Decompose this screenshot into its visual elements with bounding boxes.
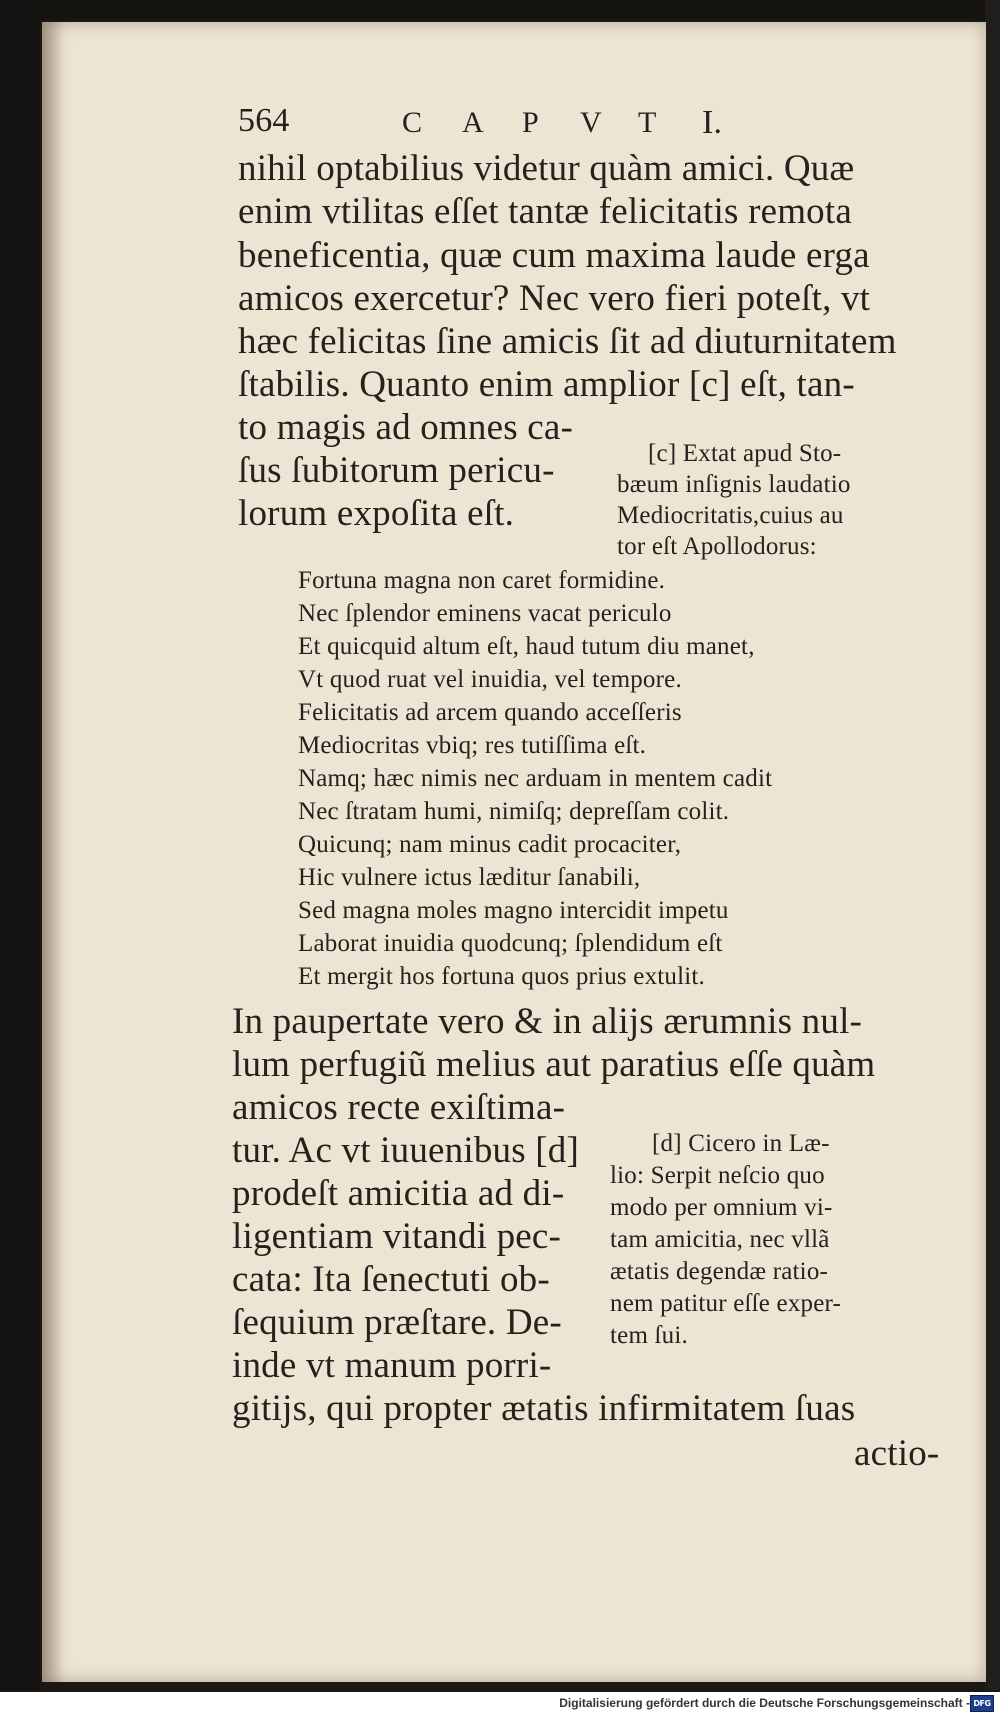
catchword: actio- [854, 1433, 940, 1474]
note-line: nem patitur eſſe exper- [610, 1290, 842, 1317]
footer-bar [0, 1692, 1000, 1715]
text-line: ſtabilis. Quanto enim amplior [c] eſt, tan- [238, 364, 855, 405]
running-title-letter: T [638, 106, 657, 139]
verse-line: Quicunq; nam minus cadit procaciter, [298, 831, 682, 858]
text-line: enim vtilitas eſſet tantæ felicitatis remota [238, 191, 852, 232]
verse-line: Et mergit hos fortuna quos prius extulit. [298, 963, 706, 990]
note-line: lio: Serpit neſcio quo [610, 1162, 825, 1189]
text-line: beneficentia, quæ cum maxima laude erga [238, 235, 870, 276]
verse-line: Sed magna moles magno intercidit impetu [298, 897, 729, 924]
text-line: prodeſt amicitia ad di- [232, 1173, 565, 1214]
gutter-shadow [42, 22, 64, 1682]
text-line: inde vt manum porri- [232, 1345, 552, 1386]
scan-border-left [0, 0, 40, 1690]
note-line: [d] Cicero in Læ- [652, 1130, 830, 1157]
scan-border-right [985, 0, 1000, 1690]
running-title-letter: A [462, 106, 484, 139]
verse-line: Laborat inuidia quodcunq; ſplendidum eſt [298, 930, 723, 957]
dfg-logo: DFG [970, 1695, 994, 1712]
verse-line: Vt quod ruat vel inuidia, vel tempore. [298, 666, 682, 693]
text-line: ſequium præſtare. De- [232, 1302, 562, 1343]
note-line: [c] Extat apud Sto- [648, 440, 842, 467]
note-line: bæum inſignis laudatio [617, 471, 851, 498]
text-line: In paupertate vero & in alijs ærumnis nul- [232, 1001, 863, 1042]
text-line: to magis ad omnes ca- [238, 407, 574, 448]
text-line: lorum expoſita eſt. [238, 493, 515, 534]
note-line: ætatis degendæ ratio- [610, 1258, 829, 1285]
text-line: amicos recte exiſtima- [232, 1087, 566, 1128]
text-line: ligentiam vitandi pec- [232, 1216, 562, 1257]
scan-border-top [0, 0, 1000, 20]
funding-credit: Digitalisierung gefördert durch die Deutsche Forschungsgemeinschaft - [559, 1696, 970, 1710]
verse-line: Felicitatis ad arcem quando acceſſeris [298, 699, 682, 726]
verse-line: Namq; hæc nimis nec arduam in mentem cadit [298, 765, 773, 792]
text-line: lum perfugiũ melius aut paratius eſſe quàm [232, 1044, 876, 1085]
verse-line: Fortuna magna non caret formidine. [298, 567, 666, 594]
verse-line: Et quicquid altum eſt, haud tutum diu manet, [298, 633, 755, 660]
chapter-number: I. [702, 104, 723, 141]
verse-line: Nec ſplendor eminens vacat periculo [298, 600, 672, 627]
note-line: tor eſt Apollodorus: [617, 533, 817, 560]
text-line: amicos exercetur? Nec vero fieri poteſt, vt [238, 278, 871, 319]
text-line: tur. Ac vt iuuenibus [d] [232, 1130, 580, 1171]
running-title-letter: V [580, 106, 602, 139]
verse-line: Nec ſtratam humi, nimiſq; depreſſam colit. [298, 798, 730, 825]
note-line: Mediocritatis,cuius au [617, 502, 844, 529]
book-page [42, 22, 986, 1682]
text-line: ſus ſubitorum pericu- [238, 450, 555, 491]
note-line: tam amicitia, nec vllã [610, 1226, 830, 1253]
text-line: gitijs, qui propter ætatis infirmitatem ſuas [232, 1388, 856, 1429]
note-line: modo per omnium vi- [610, 1194, 833, 1221]
verse-line: Mediocritas vbiq; res tutiſſima eſt. [298, 732, 647, 759]
running-title-letter: P [522, 106, 539, 139]
text-line: nihil optabilius videtur quàm amici. Quæ [238, 148, 855, 189]
text-line: cata: Ita ſenectuti ob- [232, 1259, 550, 1300]
running-title-letter: C [402, 106, 423, 139]
text-line: hæc felicitas ſine amicis ſit ad diuturnitatem [238, 321, 897, 362]
note-line: tem ſui. [610, 1322, 688, 1349]
page-number: 564 [238, 102, 290, 139]
verse-line: Hic vulnere ictus læditur ſanabili, [298, 864, 641, 891]
